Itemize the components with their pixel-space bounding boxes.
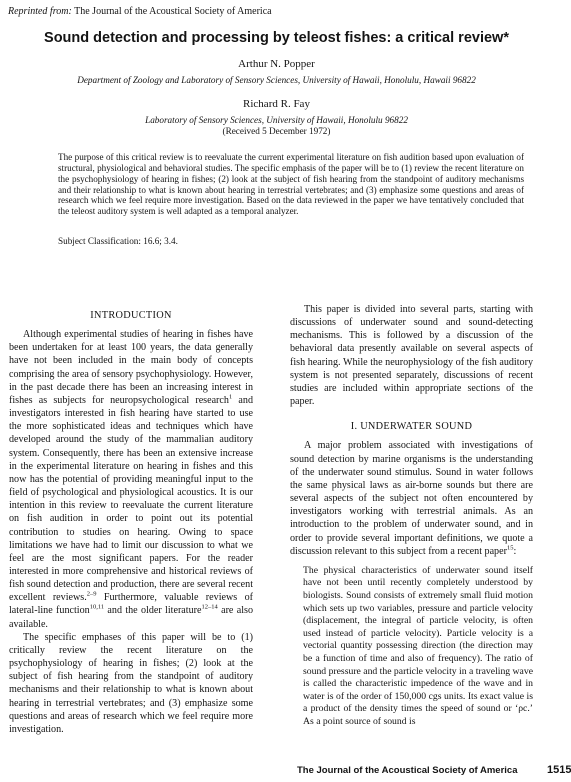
intro-paragraph-1: Although experimental studies of hearing in fishes have been undertaken for at least 100 years, the data generally have not been included in the main body of concepts comprising the area of sensory psychophysiology. However, in the past decade there has been an increasing interest in fishes as subjects for neuropsychological research$^1$ and investigators interested in fish hearing have started to use the more sophisticated ideas and techniques which have developed around the study of the mammalian auditory system. Consequently, there has been an extensive increase in the experimental literature on hearing in fishes and this now has the potential of providing meaningful input to the field of psychological and physiological acoustics. It is our intention in this review to reevaluate the current literature on fish audition in order to point out its potential contribution to studies on hearing. Owing to space limitations we have had to limit our discussion to what we feel are the most significant papers. For the reader interested in more comprehensive and historical reviews of fish sound detection and production, there are several recent excellent reviews.$^{2-9}$ Furthermore, valuable reviews of lateral-line function$^{10,11}$ and the older literature$^{12-14}$ are also available.	[9, 329, 253, 630]
right-paragraph-1: This paper is divided into several parts, starting with discussions of underwater sound and sound-detecting mechanisms. This is followed by a discussion of the behavioral data presently available on several aspects of fish hearing. While the neurophysiology of the fish auditory system is not presented separately, discussions of recent studies are included within appropriate sections of the paper.	[290, 304, 533, 408]
intro-paragraph-2: The specific emphases of this paper will be to (1) critically review the recent literature on the psychophysiology of hearing in fishes; (2) look at the subject of fish hearing from the standpoint of auditory mechanisms and their relationship to what is known about hearing in terrestrial vertebrates; and (3) emphasize some questions and areas of research which we feel require more investigation.	[9, 631, 253, 735]
citation-10-11: 10,11	[89, 604, 105, 612]
reprint-line	[8, 6, 272, 17]
reprint-journal: The Journal of the Acoustical Society of America	[74, 6, 272, 17]
page-number: 1515	[547, 764, 571, 776]
underwater-sound-heading: I. UNDERWATER SOUND	[350, 421, 473, 433]
author-2-name: Richard R. Fay	[243, 98, 310, 110]
abstract: The purpose of this critical review is to reevaluate the current experimental literature on fish audition based upon evaluation of structural, physiological and behavioral studies. The specific emphasis of the paper will be to (1) review the recent literature on the psychophysiology of hearing in fishes; (2) look at the subject of fish hearing from the standpoint of auditory mechanisms and their relationship to what is known about hearing in terrestrial vertebrates; and (3) emphasize some questions and areas of research which we feel require more investigation. Based on the data reviewed in the paper we have tentatively concluded that the teleost auditory system is well adapted as a temporal analyzer.	[58, 152, 524, 217]
author-1-name: Arthur N. Popper	[238, 58, 315, 70]
footer-journal: The Journal of the Acoustical Society of America	[297, 765, 518, 776]
left-column	[9, 305, 253, 736]
citation-1: 1	[228, 393, 233, 401]
citation-12-14: 12–14	[201, 604, 218, 612]
citation-15: 15	[506, 544, 514, 552]
block-quote: The physical characteristics of underwater sound itself have not been until recently completely understood by biologists. Sound consists of extremely small fluid motion which sets up two variables, pressure and particle velocity (displacement, the integral of particle velocity, is often used instead of particle velocity). Particle velocity is a vectorial quantity possessing direction (the direction may be a function of time and also of frequency). The ratio of sound pressure and the particle velocity in a traveling wave is called the characteristic impedence of the wave and in water is of the order of 150,000 cgs units. Its exact value is a product of the density times the speed of sound or ‘ρc.’ As a point source of sound is	[303, 564, 533, 727]
paper-title: Sound detection and processing by teleost fishes: a critical review*	[44, 30, 509, 46]
introduction-heading: INTRODUCTION	[90, 310, 172, 321]
page-footer	[297, 764, 571, 776]
received-date: (Received 5 December 1972)	[222, 126, 331, 136]
author-2-affiliation: Laboratory of Sensory Sciences, University of Hawaii, Honolulu 96822	[145, 115, 408, 125]
citation-2-9: 2–9	[86, 590, 97, 598]
right-paragraph-2: A major problem associated with investigations of sound detection by marine organisms is the understanding of the underwater sound stimulus. Sound in water follows the same physical laws as air-borne sounds but there are several aspects of the subject not often encountered by investigators working with terrestrial animals. As an introduction to the problem of underwater sound, and in order to provide several important definitions, we quote a discussion relevant to this subject from a recent paper$^{15}$:	[290, 440, 533, 557]
right-column	[290, 303, 533, 729]
reprint-label: Reprinted from:	[8, 6, 72, 17]
author-1-affiliation: Department of Zoology and Laboratory of Sensory Sciences, University of Hawaii, Honolulu, Hawaii 96822	[77, 75, 476, 85]
subject-classification: Subject Classification: 16.6; 3.4.	[58, 236, 178, 246]
